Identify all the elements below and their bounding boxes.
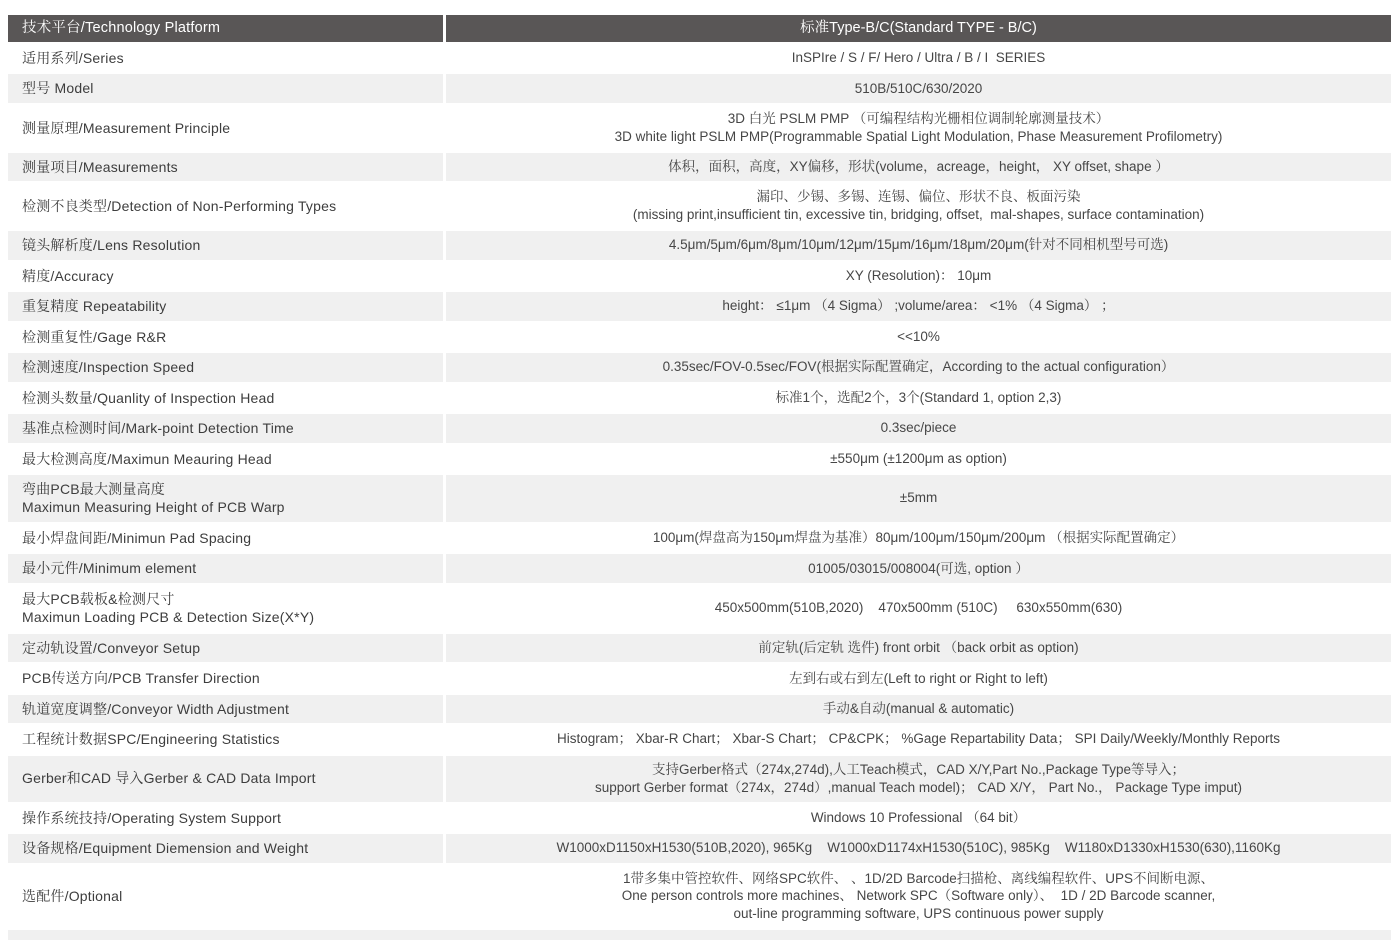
spec-row-label-line: 测量原理/Measurement Principle [22, 119, 231, 136]
spec-row-label-line: 检测速度/Inspection Speed [22, 359, 195, 376]
spec-row-label [8, 475, 443, 522]
spec-row [8, 524, 1391, 552]
table-header-right [446, 15, 1391, 42]
spec-row-value-line: <<10% [897, 328, 940, 344]
spec-row-value-line: 前定轨(后定轨 选件) front orbit （back orbit as option) [758, 640, 1079, 656]
spec-row-value [446, 353, 1391, 381]
table-header-left [8, 15, 443, 42]
spec-row-value-line: 0.3sec/piece [880, 420, 957, 436]
spec-row-label-line: 基准点检测时间/Mark-point Detection Time [22, 420, 294, 437]
spec-row-value-line: 漏印、少锡、多锡、连锡、偏位、形状不良、板面污染 [756, 189, 1081, 205]
spec-row-value-line: 标准1个，选配2个，3个(Standard 1, option 2,3) [775, 389, 1062, 405]
spec-row-value-line: support Gerber format（274x，274d）,manual Teach model)； CAD X/Y， Part No.， Package Type imput) [594, 779, 1243, 795]
spec-row-value-line: 450x500mm(510B,2020) 470x500mm (510C) 630x550mm(630) [714, 600, 1123, 616]
spec-row-label [8, 353, 443, 381]
spec-row [8, 634, 1391, 662]
spec-row-label-line: 设备规格/Equipment Diemension and Weight [22, 840, 309, 857]
spec-table [8, 15, 1391, 940]
spec-row-value-line: (missing print,insufficient tin, excessive tin, bridging, offset, mal-shapes, surface contamination) [632, 207, 1205, 223]
spec-row-label [8, 725, 443, 753]
spec-row-label-line: 最小焊盘间距/Minimun Pad Spacing [22, 529, 252, 546]
spec-row [8, 183, 1391, 229]
spec-row [8, 445, 1391, 473]
spec-row-label-line: 检测重复性/Gage R&R [22, 328, 167, 345]
spec-row-value [446, 634, 1391, 662]
spec-row-label [8, 105, 443, 151]
spec-row-value [446, 865, 1391, 929]
spec-row-value-line: 手动&自动(manual & automatic) [822, 700, 1015, 716]
spec-row-label-line: PCB传送方向/PCB Transfer Direction [22, 670, 260, 687]
spec-row-value [446, 695, 1391, 723]
spec-row [8, 323, 1391, 351]
spec-row-value [446, 585, 1391, 632]
spec-row-label-line: 定动轨设置/Conveyor Setup [22, 639, 201, 656]
spec-row [8, 74, 1391, 102]
spec-row-label [8, 554, 443, 582]
spec-row-value [446, 834, 1391, 862]
spec-row-value-line: 体积，面积，高度，XY偏移，形状(volume，acreage，height， XY offset, shape ） [668, 159, 1169, 175]
spec-row-value [446, 524, 1391, 552]
spec-row [8, 475, 1391, 522]
spec-row-value-line: 100μm(焊盘高为150μm焊盘为基准）80μm/100μm/150μm/200μm （根据实际配置确定） [652, 530, 1185, 546]
spec-row-value-line: InSPIre / S / F/ Hero / Ultra / B / I SERIES [791, 50, 1046, 66]
spec-row-label-line: 适用系列/Series [22, 50, 124, 66]
spec-row-label [8, 74, 443, 102]
spec-row-label-line: Maximun Measuring Height of PCB Warp [22, 499, 285, 516]
spec-row [8, 834, 1391, 862]
spec-row-label [8, 445, 443, 473]
spec-row-value [446, 323, 1391, 351]
spec-row-value-line: 3D 白光 PSLM PMP （可编程结构光栅相位调制轮廓测量技术） [727, 110, 1110, 126]
spec-table-body [8, 44, 1391, 928]
spec-row-label-line: 工程统计数据SPC/Engineering Statistics [22, 731, 280, 748]
spec-row [8, 664, 1391, 692]
spec-row [8, 554, 1391, 582]
spec-row [8, 585, 1391, 632]
spec-row [8, 353, 1391, 381]
spec-row-value [446, 756, 1391, 802]
spec-row-value [446, 231, 1391, 259]
spec-row-value-line: 4.5μm/5μm/6μm/8μm/10μm/12μm/15μm/16μm/18μm/20μm(针对不同相机型号可选) [668, 237, 1169, 253]
spec-row-label-line: 测量项目/Measurements [22, 158, 178, 175]
spec-row-label-line: 最小元件/Minimum element [22, 560, 197, 577]
spec-row-label-line: 操作系统技持/Operating System Support [22, 809, 282, 826]
spec-row-label [8, 804, 443, 832]
spec-row-value-line: 支持Gerber格式（274x,274d),人工Teach模式，CAD X/Y,Part No.,Package Type等导入； [652, 761, 1185, 777]
spec-row-label-line: 最大检测高度/Maximun Meauring Head [22, 450, 272, 467]
spec-row-value [446, 183, 1391, 229]
spec-row-value [446, 105, 1391, 151]
spec-row-label-line: 选配件/Optional [22, 888, 123, 905]
table-header-left-text: 技术平台/Technology Platform [22, 19, 221, 36]
spec-row-label [8, 323, 443, 351]
spec-row-value [446, 414, 1391, 442]
spec-row [8, 865, 1391, 929]
spec-row-value [446, 153, 1391, 181]
spec-row-label [8, 756, 443, 802]
spec-row-value-line: 510B/510C/630/2020 [854, 80, 983, 96]
spec-row-label-line: 重复精度 Repeatability [22, 298, 167, 315]
spec-row-value [446, 384, 1391, 412]
spec-row-label [8, 414, 443, 442]
spec-row-label [8, 834, 443, 862]
spec-row-label [8, 183, 443, 229]
spec-row [8, 231, 1391, 259]
spec-row-value-line: ±550μm (±1200μm as option) [830, 450, 1007, 466]
spec-row-label [8, 384, 443, 412]
spec-row-value-line: 1带多集中管控软件、网络SPC软件、 、1D/2D Barcode扫描枪、离线编程软件、UPS不间断电源、 [622, 870, 1215, 886]
spec-row [8, 44, 1391, 72]
spec-row-label [8, 524, 443, 552]
spec-row-label [8, 664, 443, 692]
spec-row [8, 725, 1391, 753]
spec-row-label-line: 轨道宽度调整/Conveyor Width Adjustment [22, 700, 290, 717]
spec-row-label-line: 精度/Accuracy [22, 267, 114, 284]
spec-row-value-line: height： ≤1μm （4 Sigma） ;volume/area： <1% （4 Sigma） ； [722, 298, 1115, 314]
spec-row-label [8, 262, 443, 290]
spec-row-label [8, 44, 443, 72]
spec-row-label [8, 585, 443, 632]
spec-row-value [446, 262, 1391, 290]
spec-row-label-line: 型号 Model [22, 80, 94, 97]
spec-row-label-line: 检测头数量/Quanlity of Inspection Head [22, 389, 275, 406]
spec-row-value-line: 0.35sec/FOV-0.5sec/FOV(根据实际配置确定，According to the actual configuration） [662, 359, 1175, 375]
spec-row-label [8, 153, 443, 181]
spec-row-value-line: ±5mm [899, 490, 938, 506]
spec-row-label [8, 292, 443, 320]
spec-row-value-line: W1000xD1150xH1530(510B,2020), 965Kg W1000xD1174xH1530(510C), 985Kg W1180xD1330xH1530(630),1160Kg [556, 840, 1281, 856]
spec-row [8, 804, 1391, 832]
spec-row-label [8, 865, 443, 929]
spec-row-value-line: Histogram； Xbar-R Chart； Xbar-S Chart； CP&CPK； %Gage Repartability Data； SPI Daily/Weekly/Monthly Reports [557, 731, 1280, 747]
bottom-empty-row [8, 930, 1391, 940]
spec-row-value [446, 664, 1391, 692]
spec-row-label-line: 弯曲PCB最大测量高度 [22, 480, 165, 497]
spec-row-label [8, 695, 443, 723]
spec-row-value [446, 725, 1391, 753]
spec-row-label-line: 镜头解析度/Lens Resolution [22, 237, 201, 254]
spec-row-value-line: XY (Resolution)： 10μm [845, 267, 992, 283]
spec-row-value [446, 74, 1391, 102]
spec-row-value [446, 475, 1391, 522]
spec-row [8, 384, 1391, 412]
spec-row-value [446, 445, 1391, 473]
spec-row-label-line: 最大PCB载板&检测尺寸 [22, 590, 175, 607]
spec-row-value-line: One person controls more machines、 Network SPC（Software only）、 1D / 2D Barcode scanner, [621, 888, 1216, 904]
spec-row [8, 262, 1391, 290]
table-header-right-text: 标准Type-B/C(Standard TYPE - B/C) [800, 19, 1037, 36]
spec-row [8, 414, 1391, 442]
spec-row [8, 695, 1391, 723]
spec-row [8, 292, 1391, 320]
spec-row [8, 756, 1391, 802]
table-header-row [8, 15, 1391, 42]
spec-row-value-line: 左到右或右到左(Left to right or Right to left) [789, 670, 1048, 686]
spec-row-label-line: Gerber和CAD 导入Gerber & CAD Data Import [22, 770, 316, 787]
spec-row-value [446, 554, 1391, 582]
spec-row-value [446, 804, 1391, 832]
spec-row-value-line: 01005/03015/008004(可选, option ） [808, 560, 1029, 576]
spec-row-value [446, 44, 1391, 72]
spec-row-value-line: 3D white light PSLM PMP(Programmable Spatial Light Modulation, Phase Measurement Profilometry) [614, 128, 1223, 144]
spec-row-value [446, 292, 1391, 320]
spec-row-label-line: 检测不良类型/Detection of Non-Performing Types [22, 198, 337, 215]
spec-row-value-line: Windows 10 Professional （64 bit） [810, 809, 1027, 825]
spec-row [8, 105, 1391, 151]
spec-row-label-line: Maximun Loading PCB & Detection Size(X*Y) [22, 609, 315, 626]
spec-row [8, 153, 1391, 181]
spec-row-value-line: out-line programming software, UPS continuous power supply [733, 906, 1104, 922]
spec-row-label [8, 634, 443, 662]
spec-row-label [8, 231, 443, 259]
